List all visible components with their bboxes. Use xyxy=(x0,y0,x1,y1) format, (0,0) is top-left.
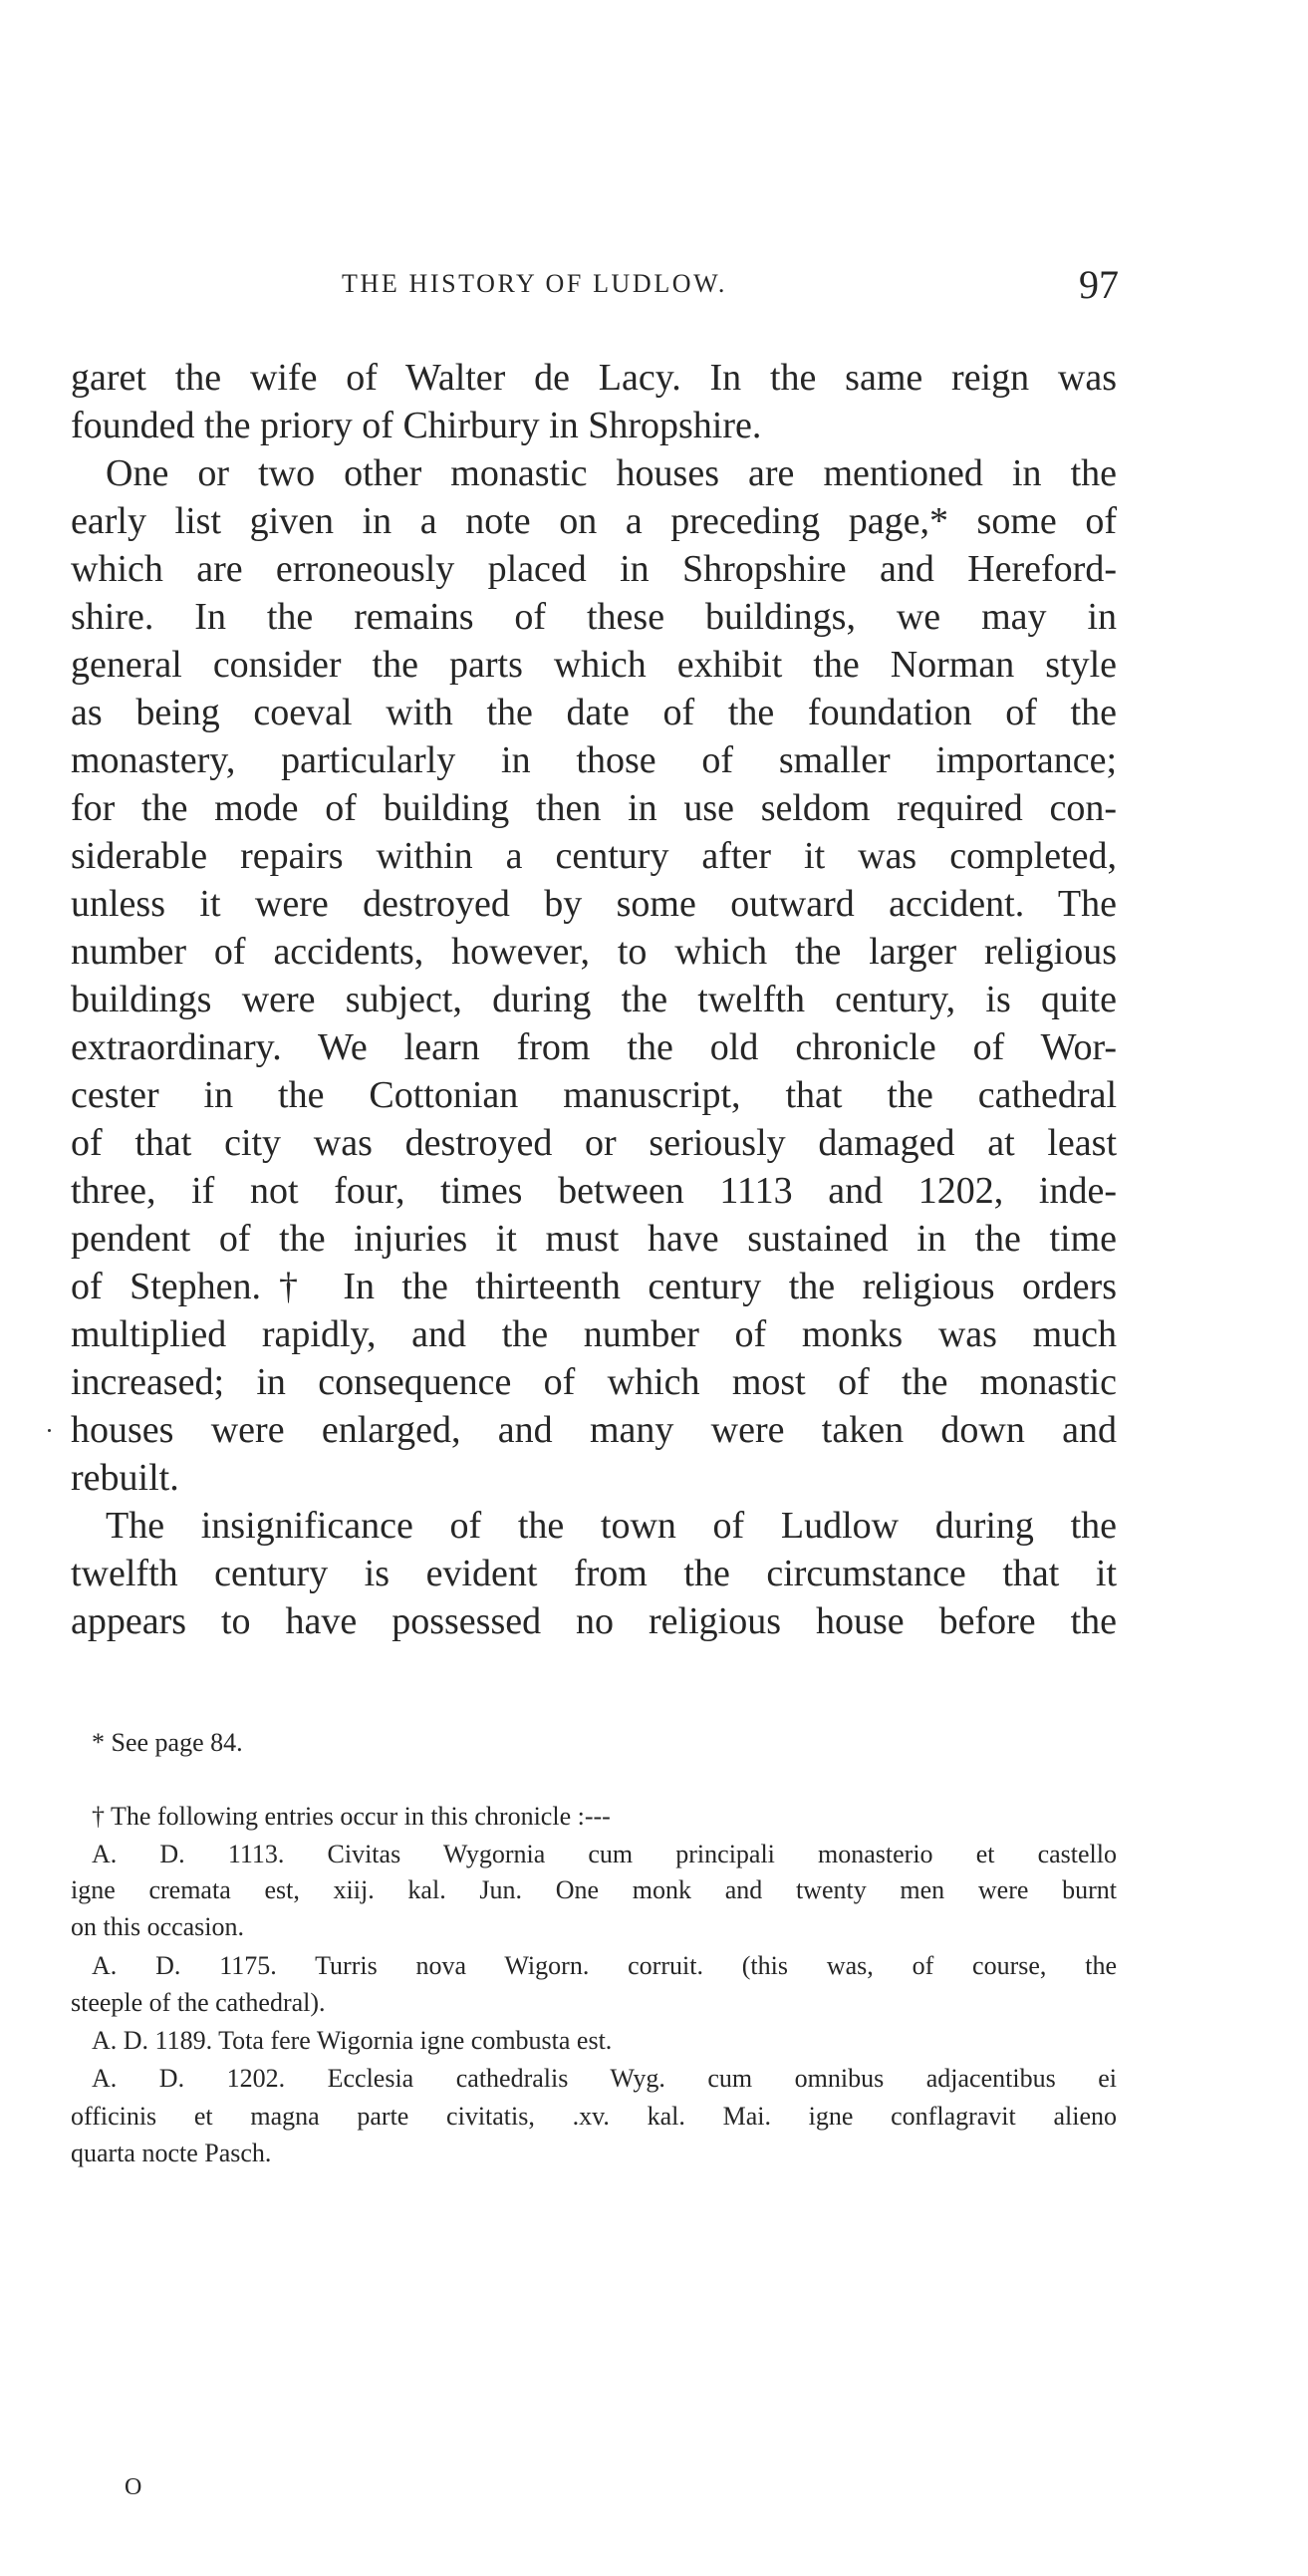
body-line: The insignificance of the town of Ludlow during the xyxy=(106,1505,1117,1547)
body-line: shire. In the remains of these buildings, we may in xyxy=(71,596,1117,638)
body-line: of that city was destroyed or seriously damaged at least xyxy=(71,1122,1117,1164)
footnote-line: officinis et magna parte civitatis, .xv. kal. Mai. igne conflagravit alieno xyxy=(71,2102,1117,2131)
body-line: early list given in a note on a preceding page,* some of xyxy=(71,500,1117,542)
body-line: rebuilt. xyxy=(71,1457,179,1499)
body-line: number of accidents, however, to which the larger religious xyxy=(71,931,1117,973)
body-line: twelfth century is evident from the circumstance that it xyxy=(71,1553,1117,1594)
body-line: garet the wife of Walter de Lacy. In the same reign was xyxy=(71,357,1117,399)
body-line: for the mode of building then in use seldom required con- xyxy=(71,787,1117,829)
body-line: which are erroneously placed in Shropshire and Hereford- xyxy=(71,548,1117,590)
footnote-line: A. D. 1189. Tota fere Wigornia igne combusta est. xyxy=(92,2026,613,2055)
margin-speck xyxy=(48,1429,51,1432)
body-line: buildings were subject, during the twelfth century, is quite xyxy=(71,979,1117,1020)
body-line: general consider the parts which exhibit the Norman style xyxy=(71,644,1117,686)
body-line: monastery, particularly in those of smaller importance; xyxy=(71,739,1117,781)
footnote-line: * See page 84. xyxy=(92,1728,243,1757)
footnote-line: † The following entries occur in this chronicle :--- xyxy=(92,1802,611,1831)
body-line: founded the priory of Chirbury in Shropshire. xyxy=(71,405,762,446)
body-line: appears to have possessed no religious house before the xyxy=(71,1600,1117,1642)
footnote-line: on this occasion. xyxy=(71,1912,245,1941)
body-line: increased; in consequence of which most of the monastic xyxy=(71,1361,1117,1403)
body-line: cester in the Cottonian manuscript, that the cathedral xyxy=(71,1074,1117,1116)
footnote-line: A. D. 1202. Ecclesia cathedralis Wyg. cum omnibus adjacentibus ei xyxy=(92,2064,1117,2093)
body-line: three, if not four, times between 1113 and 1202, inde- xyxy=(71,1170,1117,1212)
body-line: as being coeval with the date of the foundation of the xyxy=(71,692,1117,733)
body-line: houses were enlarged, and many were taken down and xyxy=(71,1409,1117,1451)
body-line: extraordinary. We learn from the old chronicle of Wor- xyxy=(71,1026,1117,1068)
footnote-line: quarta nocte Pasch. xyxy=(71,2139,272,2167)
footnote-line: A. D. 1113. Civitas Wygornia cum principali monasterio et castello xyxy=(92,1840,1117,1868)
body-line: pendent of the injuries it must have sustained in the time xyxy=(71,1218,1117,1260)
footnote-line: igne cremata est, xiij. kal. Jun. One monk and twenty men were burnt xyxy=(71,1875,1117,1904)
body-line: siderable repairs within a century after it was completed, xyxy=(71,835,1117,877)
body-line: of Stephen.† In the thirteenth century the religious orders xyxy=(71,1266,1117,1307)
page-number: 97 xyxy=(1079,262,1119,307)
running-head: THE HISTORY OF LUDLOW. xyxy=(342,269,728,298)
signature-mark: O xyxy=(125,2474,142,2500)
body-line: One or two other monastic houses are mentioned in the xyxy=(106,452,1117,494)
body-line: multiplied rapidly, and the number of monks was much xyxy=(71,1313,1117,1355)
body-line: unless it were destroyed by some outward accident. The xyxy=(71,883,1117,925)
footnote-line: A. D. 1175. Turris nova Wigorn. corruit. (this was, of course, the xyxy=(92,1951,1117,1980)
footnote-line: steeple of the cathedral). xyxy=(71,1988,326,2017)
